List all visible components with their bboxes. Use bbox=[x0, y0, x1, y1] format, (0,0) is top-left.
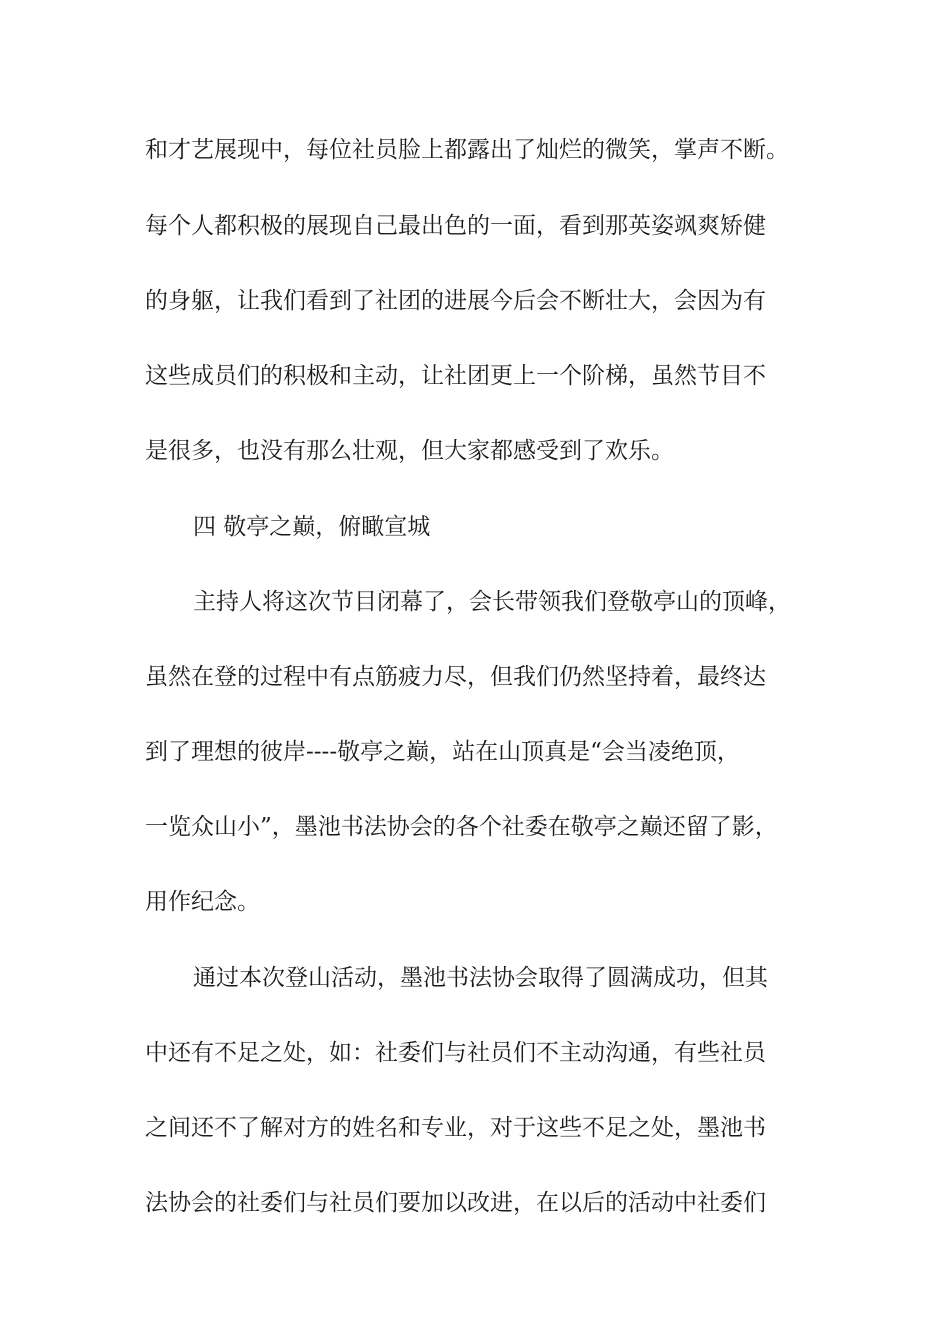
paragraph-line: 之间还不了解对方的姓名和专业，对于这些不足之处，墨池书 bbox=[145, 1115, 766, 1141]
paragraph-line: 的身躯，让我们看到了社团的进展今后会不断壮大，会因为有 bbox=[145, 288, 766, 314]
paragraph-line: 一览众山小”，墨池书法协会的各个社委在敬亭之巅还留了影， bbox=[145, 814, 778, 840]
paragraph-line: 这些成员们的积极和主动，让社团更上一个阶梯，虽然节目不 bbox=[145, 363, 766, 389]
section-heading: 四 敬亭之巅，俯瞰宣城 bbox=[193, 514, 431, 540]
paragraph-line: 中还有不足之处，如：社委们与社员们不主动沟通，有些社员 bbox=[145, 1040, 766, 1066]
paragraph-line: 用作纪念。 bbox=[145, 889, 260, 915]
paragraph-line: 每个人都积极的展现自己最出色的一面，看到那英姿飒爽矫健 bbox=[145, 213, 766, 239]
paragraph-line: 是很多，也没有那么壮观，但大家都感受到了欢乐。 bbox=[145, 438, 674, 464]
paragraph-line: 通过本次登山活动，墨池书法协会取得了圆满成功，但其 bbox=[193, 965, 768, 991]
paragraph-line: 到了理想的彼岸----敬亭之巅，站在山顶真是“会当凌绝顶， bbox=[145, 739, 740, 765]
paragraph-line: 法协会的社委们与社员们要加以改进，在以后的活动中社委们 bbox=[145, 1190, 766, 1216]
paragraph-line: 虽然在登的过程中有点筋疲力尽，但我们仍然坚持着，最终达 bbox=[145, 664, 766, 690]
paragraph-line: 和才艺展现中，每位社员脸上都露出了灿烂的微笑，掌声不断。 bbox=[145, 137, 789, 163]
paragraph-line: 主持人将这次节目闭幕了，会长带领我们登敬亭山的顶峰， bbox=[193, 589, 791, 615]
